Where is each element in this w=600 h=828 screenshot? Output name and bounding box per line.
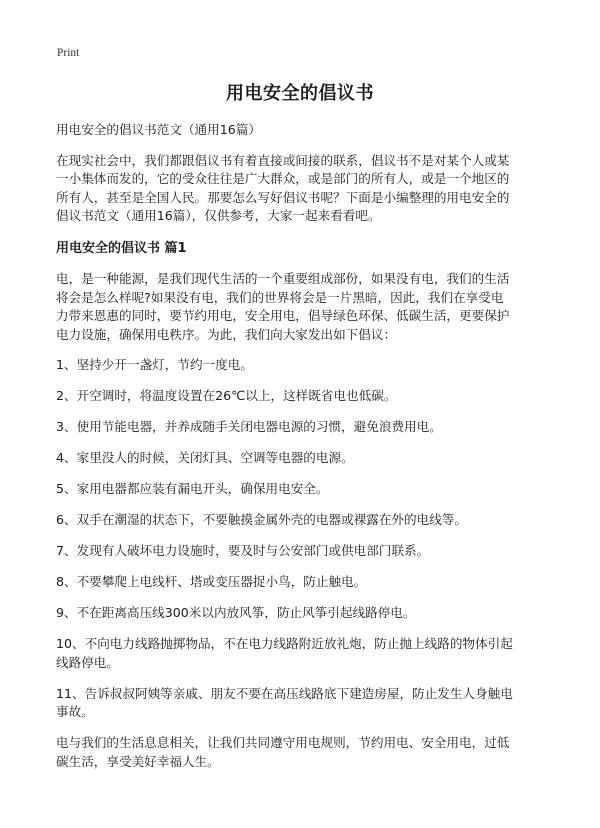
closing-paragraph: 电与我们的生活息息相关，让我们共同遵守用电规则，节约用电、安全用电，过低 碳生活，享受美好幸福人生。 [56, 735, 510, 769]
list-item: 6、双手在潮湿的状态下，不要触摸金属外壳的电器或裸露在外的电线等。 [56, 512, 468, 527]
list-item: 11、告诉叔叔阿姨等亲戚、朋友不要在高压线路底下建造房屋，防止发生人身触电 事故。 [56, 685, 513, 719]
document-title: 用电安全的倡议书 [226, 83, 374, 104]
document-subtitle: 用电安全的倡议书范文（通用16篇） [56, 122, 261, 137]
list-item: 1、坚持少开一盏灯，节约一度电。 [56, 357, 253, 372]
list-item: 2、开空调时，将温度设置在26℃以上，这样既省电也低碳。 [56, 388, 397, 403]
intro-paragraph: 在现实社会中，我们都跟倡议书有着直接或间接的联系，倡议书不是对某个人或某 一小集体而发的，它的受众往往是广大群众，或是部门的所有人，或是一个地区的 所有人，甚至是全国人民。那要怎么写好倡议书呢？下面是小编整理的用电安全的 倡议书范文（通用16篇），仅供参考，大家一起来看看吧。 [56, 152, 510, 223]
list-item: 10、不向电力线路抛掷物品，不在电力线路附近放礼炮，防止抛上线路的物体引起 线路停电。 [56, 636, 513, 670]
body-paragraph: 电，是一种能源，是我们现代生活的一个重要组成部份，如果没有电，我们的生活 将会是怎么样呢?如果没有电，我们的世界将会是一片黑暗，因此，我们在享受电 力带来恩惠的同时，要节约用电，安全用电，倡导绿色环保、低碳生活，更要保护 电力设施，确保用电秩序。为此，我们向大家发出如下倡议： [56, 271, 510, 342]
list-item: 7、发现有人破坏电力设施时，要及时与公安部门或供电部门联系。 [56, 543, 430, 558]
print-label[interactable]: Print [57, 47, 80, 59]
document-body [56, 121, 548, 784]
list-item: 8、不要攀爬上电线杆、塔或变压器捉小鸟，防止触电。 [56, 574, 367, 589]
list-item: 9、不在距离高压线300米以内放风筝，防止风筝引起线路停电。 [56, 605, 416, 620]
list-item: 5、家用电器都应装有漏电开头，确保用电安全。 [56, 481, 329, 496]
list-item: 4、家里没人的时候，关闭灯具、空调等电器的电源。 [56, 450, 354, 465]
section-heading: 用电安全的倡议书 篇1 [56, 240, 187, 256]
list-item: 3、使用节能电器，并养成随手关闭电器电源的习惯，避免浪费用电。 [56, 419, 442, 434]
